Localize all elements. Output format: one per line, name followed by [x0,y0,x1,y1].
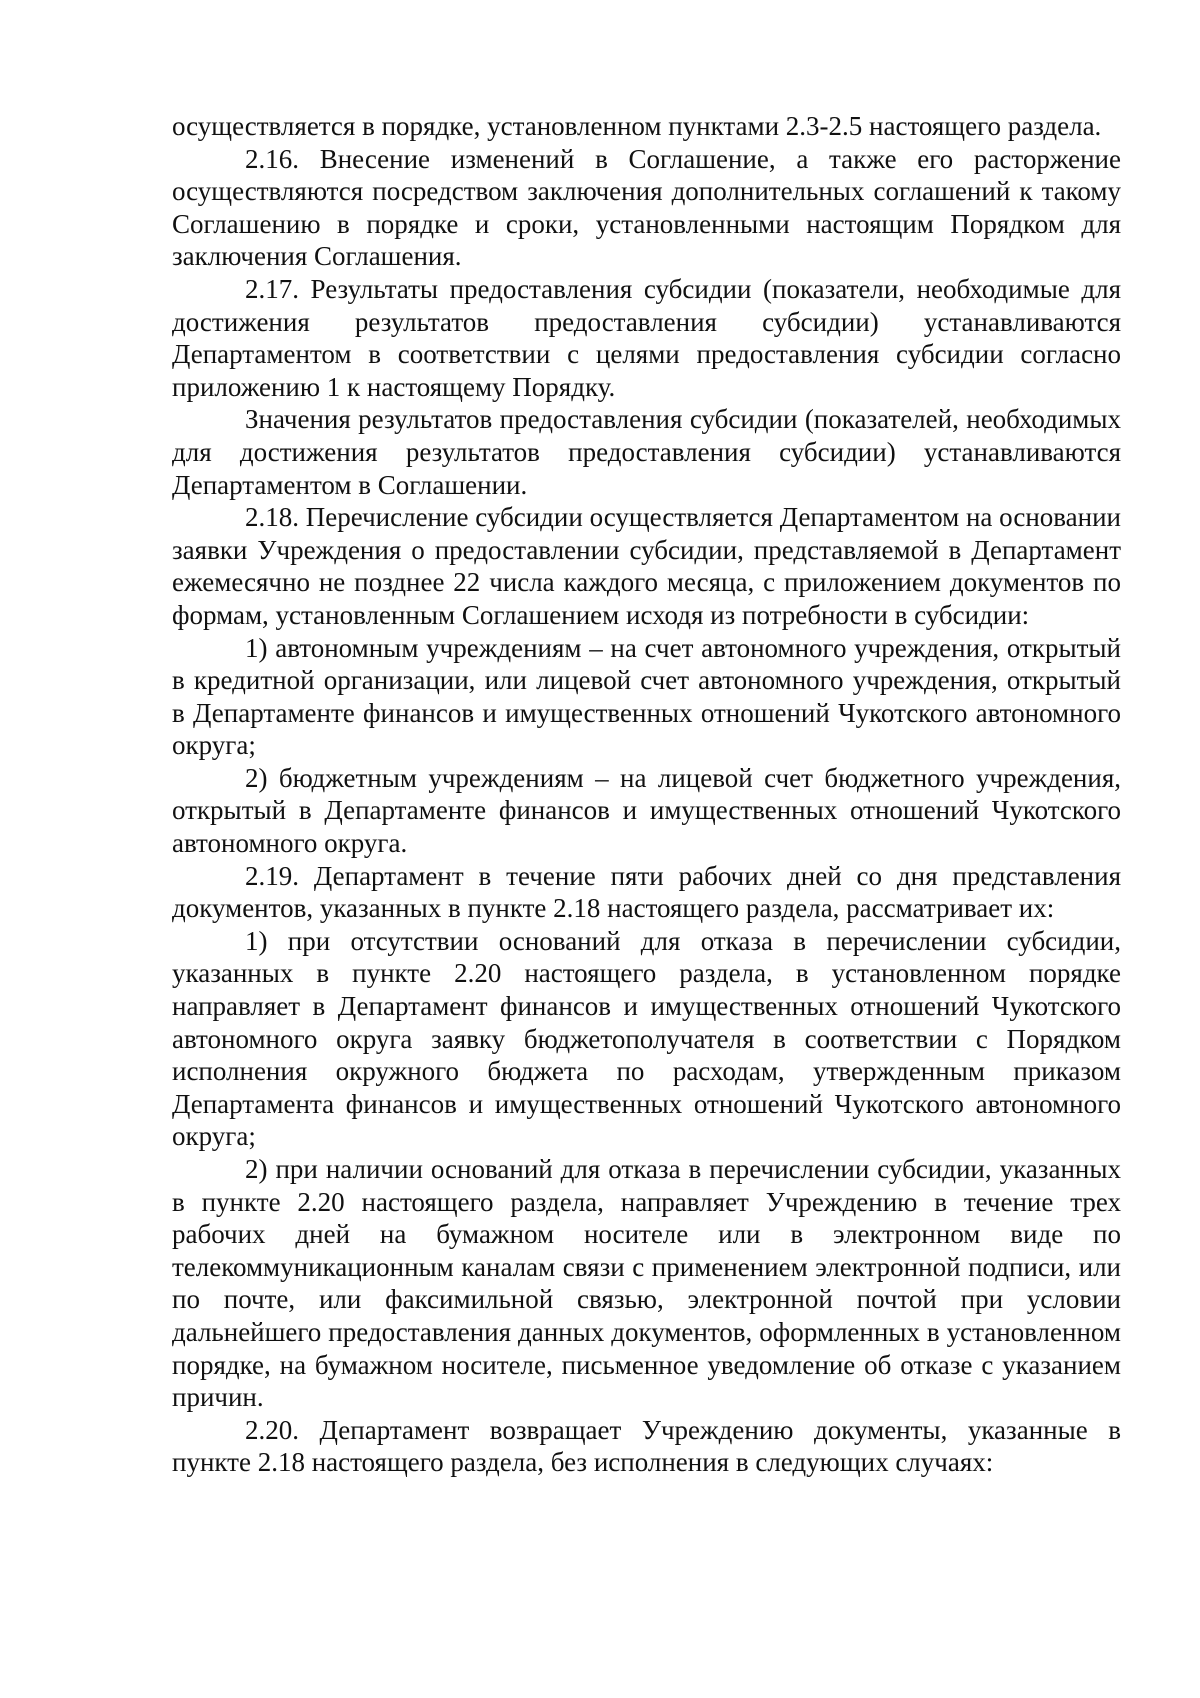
paragraph-2-19: 2.19. Департамент в течение пяти рабочих дней со дня представления документов, указанных в пункте 2.18 настоящего раздела, рассматривает их: [172,860,1121,924]
paragraph-2-16: 2.16. Внесение изменений в Соглашение, а также его расторжение осуществляются посредством заключения дополнительных соглашений к такому Соглашению в порядке и сроки, установленными настоящим Порядком для заключения Соглашения. [172,143,1121,272]
paragraph-2-17-values: Значения результатов предоставления субсидии (показателей, необходимых для достижения результатов предоставления субсидии) устанавливаются Департаментом в Соглашении. [172,404,1121,500]
paragraph-2-18-item-1: 1) автономным учреждениям – на счет автономного учреждения, открытый в кредитной организации, или лицевой счет автономного учреждения, открытый в Департаменте финансов и имущественных отношений Чукотского автономного округа; [172,632,1121,761]
paragraph-2-17: 2.17. Результаты предоставления субсидии (показатели, необходимые для достижения результатов предоставления субсидии) устанавливаются Департаментом в соответствии с целями предоставления субсидии согласно приложению 1 к настоящему Порядку. [172,273,1121,402]
paragraph-continuation: осуществляется в порядке, установленном пунктами 2.3-2.5 настоящего раздела. [172,111,1102,141]
document-page [172,110,1121,1479]
paragraph-2-20: 2.20. Департамент возвращает Учреждению документы, указанные в пункте 2.18 настоящего раздела, без исполнения в следующих случаях: [172,1414,1121,1478]
paragraph-2-19-item-1: 1) при отсутствии оснований для отказа в перечислении субсидии, указанных в пункте 2.20 настоящего раздела, в установленном порядке направляет в Департамент финансов и имущественных отношений Чукотского автономного округа заявку бюджетополучателя в соответствии с Порядком исполнения окружного бюджета по расходам, утвержденным приказом Департамента финансов и имущественных отношений Чукотского автономного округа; [172,925,1121,1152]
paragraph-2-18-item-2: 2) бюджетным учреждениям – на лицевой счет бюджетного учреждения, открытый в Департаменте финансов и имущественных отношений Чукотского автономного округа. [172,762,1121,859]
paragraph-2-18: 2.18. Перечисление субсидии осуществляется Департаментом на основании заявки Учреждения о предоставлении субсидии, представляемой в Департамент ежемесячно не позднее 22 числа каждого месяца, с приложением документов по формам, установленным Соглашением исходя из потребности в субсидии: [172,502,1121,630]
paragraph-2-19-item-2: 2) при наличии оснований для отказа в перечислении субсидии, указанных в пункте 2.20 настоящего раздела, направляет Учреждению в течение трех рабочих дней на бумажном носителе или в электронном виде по телекоммуникационным каналам связи с применением электронной подписи, или по почте, или факсимильной связью, электронной почтой при условии дальнейшего предоставления данных документов, оформленных в установленном порядке, на бумажном носителе, письменное уведомление об отказе с указанием причин. [172,1154,1121,1413]
